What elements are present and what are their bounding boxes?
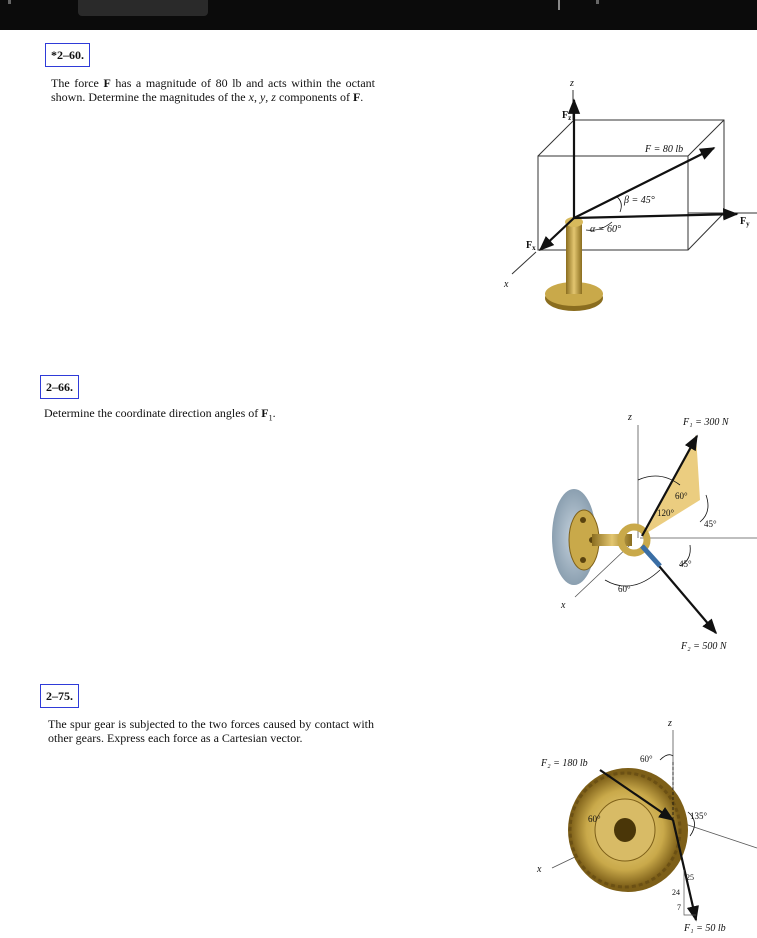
plate-bolt	[580, 517, 586, 523]
beta-arc	[616, 196, 621, 212]
alpha-angle-label: α = 60°	[590, 224, 621, 235]
angle-label-60-top: 60°	[640, 754, 653, 764]
text-run: z	[271, 90, 276, 104]
angle-label-60-bottom: 60°	[618, 584, 631, 594]
f2-magnitude-label: F₂ = 500 N	[681, 641, 727, 652]
figure-2-66	[552, 412, 757, 652]
figure-2-75	[536, 718, 757, 934]
force-vector-f	[574, 148, 714, 218]
text-run: 1	[268, 413, 273, 423]
angle-label-60-gear: 60°	[588, 814, 601, 824]
fz-label: $F_z$	[562, 110, 572, 122]
slope-label-25: 25	[686, 873, 694, 882]
text-run: y	[259, 90, 266, 104]
figure-2-60	[503, 78, 757, 311]
axis-label-x: x	[561, 600, 566, 611]
text-run: has a magnitude of 80 lb and acts within the octant shown. Determine the magnitudes of the	[51, 76, 376, 104]
angle-label-45-right: 45°	[704, 519, 717, 529]
text-run: .	[360, 90, 364, 104]
axis-label-z: z	[628, 412, 632, 423]
axis-label-z: z	[668, 718, 672, 729]
angle-label-60: 60°	[675, 491, 688, 501]
force-vector-fy	[574, 214, 737, 218]
f1-magnitude-label: F₁ = 50 lb	[684, 923, 726, 934]
beta-angle-label: β = 45°	[624, 195, 655, 206]
axis-label-x: x	[537, 864, 542, 875]
fx-label: $F_x$	[526, 240, 536, 252]
f2-magnitude-label: F₂ = 180 lb	[541, 758, 588, 769]
angle-arc	[605, 570, 660, 586]
problem-number-2-66: 2–66.	[40, 375, 79, 399]
text-run: Determine the coordinate direction angles of	[44, 406, 262, 420]
slope-label-24: 24	[672, 888, 680, 897]
text-run: F	[103, 76, 111, 90]
text-run: ,	[265, 90, 272, 104]
slope-label-7: 7	[677, 903, 681, 912]
gear-bore	[614, 818, 636, 842]
axis-label-x: x	[504, 279, 509, 290]
text-run: F	[352, 90, 361, 104]
f1-magnitude-label: F₁ = 300 N	[683, 417, 729, 428]
f2-stem	[642, 546, 660, 566]
octant-box	[538, 120, 724, 250]
text-run: .	[272, 406, 276, 420]
text-run: F	[261, 406, 269, 420]
text-run: The force	[51, 76, 104, 90]
axis-label-z: z	[570, 78, 574, 89]
problem-number-2-60: *2–60.	[45, 43, 90, 67]
plate-bolt	[580, 557, 586, 563]
fy-label: $F_y$	[740, 216, 750, 228]
problem-number-2-75: 2–75.	[40, 684, 79, 708]
text-run: components of	[275, 90, 353, 104]
text-run: The spur gear is subjected to the two forces caused by contact with other gears. Express each force as a Cartesian vector.	[48, 717, 374, 745]
angle-arc	[660, 755, 673, 760]
post	[566, 222, 582, 294]
text-run: ,	[253, 90, 260, 104]
x-axis	[512, 252, 536, 274]
angle-label-135: 135°	[690, 811, 708, 821]
angle-label-45-lower: 45°	[679, 559, 692, 569]
angle-label-120: 120°	[657, 508, 675, 518]
text-run: x	[248, 90, 254, 104]
force-magnitude-label: F = 80 lb	[645, 144, 684, 155]
angle-arc	[700, 495, 708, 522]
bracket-arm	[592, 534, 632, 546]
